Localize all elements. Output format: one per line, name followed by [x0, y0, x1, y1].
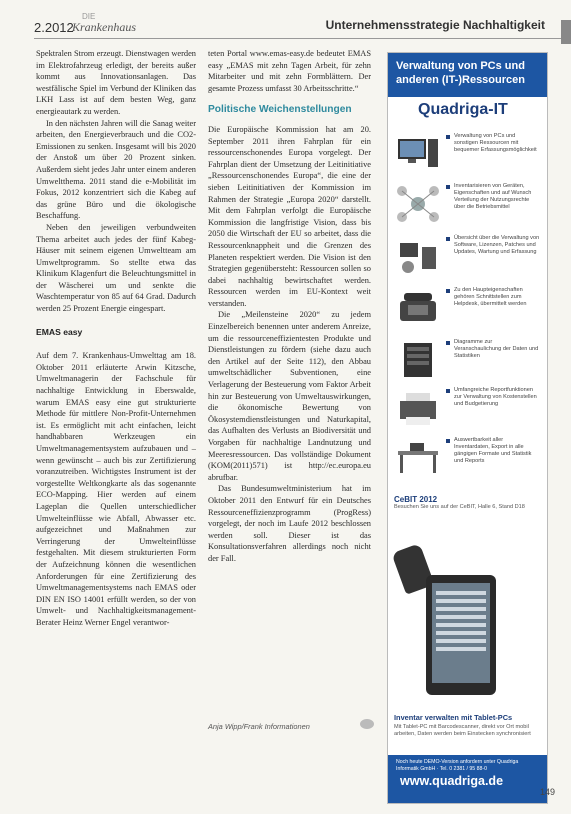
- ad-feature-text: Diagramme zur Veranschaulichung der Daten und Statistiken: [454, 339, 539, 359]
- paragraph: Spektralen Strom erzeugt. Dienstwagen werden im Elektrofahrzeug erledigt, der bereits außer kommt aus Innovationsanlagen. Das westfälische Spiel im Verbund der Kliniken das LKH Lass ist auf dem besten Weg, ganz energieautark zu werden.: [36, 49, 196, 116]
- ad-feature-text: Verwaltung von PCs und sonstigen Ressourcen mit bequemer Erfassungsmöglichkeit: [454, 133, 537, 153]
- ad-headline: Verwaltung von PCs und anderen (IT-)Ressourcen: [388, 53, 547, 97]
- page-number: 149: [539, 787, 555, 797]
- bullet-icon: [446, 289, 450, 293]
- bullet-icon: [446, 389, 450, 393]
- inventory-text: Mit Tablet-PC mit Barcodescanner, direkt vor Ort mobil arbeiten, Daten werden beim Einstecken synchronisiert: [394, 724, 531, 737]
- furniture-icon: [394, 437, 442, 479]
- ad-footer-text: Noch heute DEMO-Version anfordern unter Quadriga Informatik GmbH · Tel. 0 2381 / 95 88-0: [396, 759, 519, 772]
- server-icon: [394, 339, 442, 381]
- paragraph: Die „Meilensteine 2020“ zu jedem Einzelbereich benennen unter anderem Anreize, um die ressourceneffizientesten Produkte und Dienstleistungen zu fördern (siehe dazu auch den Artikel auf der Seite 112), den Abbau umweltschädlicher Subventionen, eine Verlagerung der Besteuerung vom Faktor Arbeit hin zur Besteuerung von Umweltauswirkungen, die ökonomische Bewertung von Ökosystemdienstleistungen und Naturkapital, das Aufhalten des Verlusts an Biodiversität und Vorgaben für nachhaltige Landnutzung und Meeresressourcen. Das vollständige Dokument (KOM(2011)571) ist http://ec.europa.eu abrufbar.: [208, 310, 371, 482]
- paragraph: Die Europäische Kommission hat am 20. September 2011 ihren Fahrplan für ein ressourcenschonendes Europa vorgelegt. Der Fahrplan dient der Umsetzung der Leitinitiative „Ressourcenschonendes Europa“, die eine der sieben Leitinitiativen der Kommission im Rahmen der Strategie „Europa 2020“ darstellt. Mit dem Fahrplan verfolgt die Europäische Kommission die langfristige Vision, dass bis 2050 die Wirtschaft der EU so arbeitet, dass die Ressourcenknappheit und die Grenzen des Planeten respektiert werden. Die Vision ist den Strategien gegenübersteht: Ressourcen sollen so dabei nachhaltig bewirtschaftet werden. Ressourcen werden im EU-Kontext weit verstanden.: [208, 124, 371, 308]
- printer-icon: [394, 387, 442, 429]
- inventory-box: [394, 713, 540, 738]
- cebit-text: Besuchen Sie uns auf der CeBIT, Halle 6, Stand D18: [394, 504, 525, 510]
- cebit-title: CeBIT 2012: [394, 495, 438, 504]
- bullet-icon: [446, 135, 450, 139]
- subheading-emas-easy: EMAS easy: [36, 326, 83, 337]
- subheading-politische-weichenstellungen: Politische Weichenstellungen: [208, 104, 352, 116]
- credit-icon: [360, 719, 374, 729]
- brand-name: Quadriga-IT: [418, 101, 508, 118]
- inventory-title: Inventar verwalten mit Tablet-PCs: [394, 713, 513, 722]
- ad-url-link[interactable]: www.quadriga.de: [400, 774, 504, 789]
- paragraph: teten Portal www.emas-easy.de bedeutet EMAS easy „EMAS mit zehn Tagen Arbeit, für zehn Mitarbeiter und mit zehn Formblättern. Der gesamte Prozess umfasst 30 Arbeitsschritte.“: [208, 49, 371, 93]
- article-column-1: [36, 48, 196, 629]
- section-title: Unternehmensstrategie Nachhaltigkeit: [325, 18, 545, 32]
- bullet-icon: [446, 185, 450, 189]
- ad-feature-text: Umfangreiche Reportfunktionen zur Verwaltung von Kostenstellen und Budgetierung: [454, 387, 537, 407]
- paragraph: Auf dem 7. Krankenhaus-Umwelttag am 18. Oktober 2011 erläuterte Arwin Kitzsche, Umweltmanagerin der Fachschule für nachhaltige Entwicklung in Eberswalde, warum EMAS easy eine gut strukturierte Methode für mittlere Non-Profit-Unternehmen ist. Es ermöglicht mit acht einfachen, leicht handhabbaren Werkzeugen ein Umweltmanagementsystem aufzubauen und – wenn gewünscht – auch bis zur Zertifizierung voranzutreiben. Wichtigstes Instrument ist der vorgestellte Weltkongkarte als das sogenannte ECO-Mapping. Hier werden auf einem Lageplan die Quellen unterschiedlicher Umwelteinflüsse wie Abfall, Abwasser etc. aufgezeichnet und Maßnahmen zur Verringerung der Umwelteinflüsse festgehalten. Mit diesem strukturierten Form der Aufzeichnung können die wesentlichen Anforderungen für eine Zertifizierung des Umweltmanagementsystems nach EMAS oder DIN EN ISO 14001 erfüllt werden, so der von Umwelt- und Nachhaltigkeitsmanagement-Berater Heinz Werner Engel verantwor-: [36, 351, 196, 627]
- ad-feature-text: Übersicht über die Verwaltung von Software, Lizenzen, Patches und Updates, Wartung und Erfassung: [454, 235, 540, 255]
- paragraph: Das Bundesumweltministerium hat im Oktober 2011 den Entwurf für ein Deutsches Ressourceneffizienzprogramm (ProgRess) vorgelegt, der noch im Laufe 2012 beschlossen werden soll. Dieser ist das Konsultationsverfahren allerdings noch nicht der Fall.: [208, 484, 371, 563]
- logo-main-text: Krankenhaus: [72, 20, 136, 34]
- issue-number: 2.2012: [34, 20, 74, 35]
- devices-icon: [394, 235, 442, 277]
- telephone-icon: [394, 287, 442, 329]
- ad-footer: [388, 755, 547, 803]
- tablet-icon: [426, 575, 496, 695]
- bullet-icon: [446, 237, 450, 241]
- ad-brand: [388, 97, 547, 121]
- ad-feature-text: Auswertbarkeit aller Inventardaten, Export in alle gängigen Formate und Statistik und Reports: [454, 437, 532, 464]
- bullet-icon: [446, 439, 450, 443]
- header-divider: [34, 38, 561, 39]
- cebit-box: [394, 495, 540, 511]
- logo-top-text: DIE: [82, 12, 96, 21]
- image-credit: Anja Wipp/Frank Informationen: [208, 722, 310, 731]
- page-edge-tab: [561, 20, 571, 44]
- computer-icon: [394, 133, 442, 175]
- ad-feature-text: Zu den Haupteigenschaften gehören Schnittstellen zum Helpdesk, übermittelt werden: [454, 287, 527, 307]
- network-icon: [394, 183, 442, 225]
- article-column-2: [208, 48, 371, 565]
- paragraph: In den nächsten Jahren will die Sanag weiter arbeiten, den Energieverbrauch und die CO2-Emissionen zu senken. Insgesamt will bis 2020 der Anstoß um über 20 Prozent sinken. Außerdem sieht jedes Jahr unter einem anderen Umweltthema. 2011 stand die e-Mobilität im Fokus, 2012 konzentriert sich die Kabeg auf das grüne Büro und die ökologische Beschaffung.: [36, 118, 196, 221]
- paragraph: Neben den jeweiligen verbundweiten Thema arbeitet auch jedes der fünf Kabeg-Häuser mit seinem eigenen Umweltteam am Umweltprogramm. So stellte etwa das Klinikum Klagenfurt die Beleuchtungsmittel in der Wäscherei um und senkte die Waschtemperatur von 85 auf 64 Grad. Dadurch werden 25 Prozent Energie eingespart.: [36, 222, 196, 314]
- ad-feature-text: Inventarisieren von Geräten, Eigenschaften und auf Wunsch Verteilung der Nutzungsrechte über die Betriebsmittel: [454, 183, 532, 210]
- bullet-icon: [446, 341, 450, 345]
- magazine-logo: [72, 12, 136, 34]
- advertisement-quadriga[interactable]: [387, 52, 548, 804]
